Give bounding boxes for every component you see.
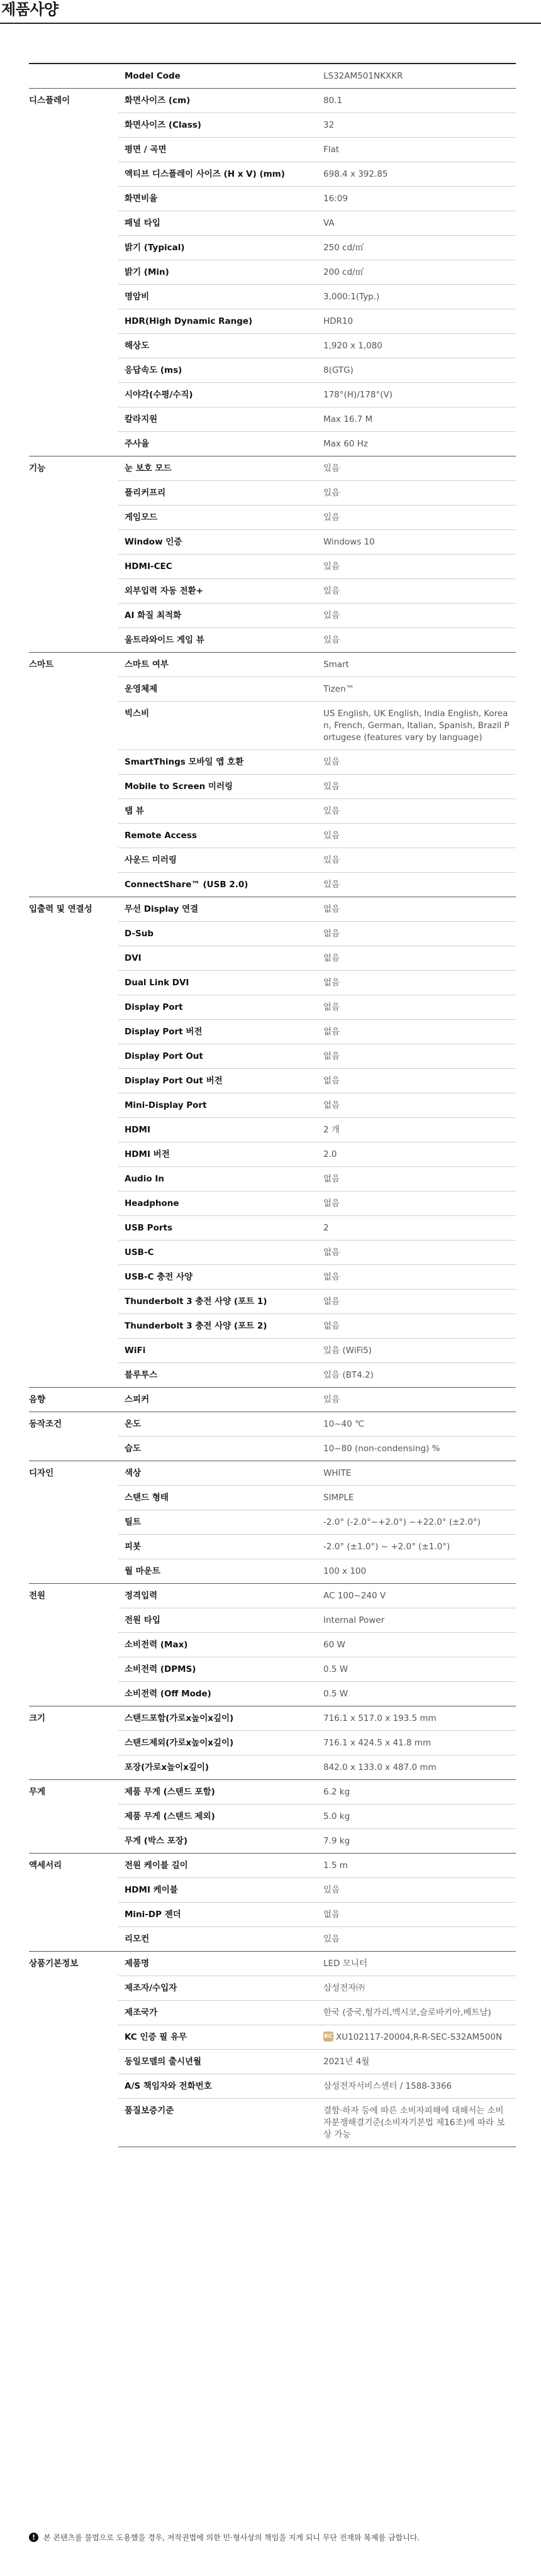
spec-category: 스마트 [29,653,118,897]
spec-label: 피봇 [118,1535,321,1559]
spec-row [29,653,516,677]
spec-label: 틸트 [118,1510,321,1535]
spec-value-cell [321,971,516,995]
spec-value: 없음 [323,1910,340,1920]
spec-label: ConnectShare™ (USB 2.0) [118,873,321,897]
spec-label: Display Port Out 버전 [118,1069,321,1093]
spec-label: 제조국가 [118,2001,321,2025]
spec-value-cell [321,162,516,187]
spec-value-cell [321,922,516,946]
spec-value: SIMPLE [323,1493,354,1503]
spec-row [29,1952,516,1976]
spec-value-cell [321,873,516,897]
spec-label: 화면비율 [118,187,321,211]
spec-value: 842.0 x 133.0 x 487.0 mm [323,1762,437,1772]
spec-value-cell [321,1657,516,1682]
spec-value: 없음 [323,1321,340,1331]
spec-value: 있음 [323,1934,340,1944]
spec-value: 1,920 x 1,080 [323,341,382,351]
spec-value: AC 100~240 V [323,1591,386,1601]
spec-value-cell [321,1706,516,1731]
spec-value-cell [321,604,516,628]
spec-value-cell [321,1241,516,1265]
spec-value: 250 cd/㎡ [323,243,364,253]
spec-value-cell [321,358,516,383]
spec-value-cell [321,1290,516,1314]
spec-value: 있음 [323,611,340,621]
spec-value: 결함·하자 등에 따른 소비자피해에 대해서는 소비자분쟁해결기준(소비자기본법 제16조)에 따라 보상 가능 [323,2106,505,2140]
spec-value-cell [321,2050,516,2074]
spec-value: 없음 [323,1027,340,1037]
spec-label: 제품 무게 (스탠드 제외) [118,1805,321,1829]
spec-value-cell [321,1167,516,1191]
spec-category: 액세서리 [29,1854,118,1952]
spec-label: USB Ports [118,1216,321,1241]
alert-icon: ! [29,2533,38,2542]
spec-value: 7.9 kg [323,1836,350,1846]
spec-value: 삼성전자서비스센터 / 1588-3366 [323,2081,452,2091]
spec-value-cell [321,2099,516,2147]
spec-value-cell [321,1559,516,1584]
spec-value-cell [321,1314,516,1339]
spec-value-cell [321,236,516,260]
spec-value-cell [321,1780,516,1805]
spec-value: Flat [323,145,340,155]
spec-label: A/S 책임자와 전화번호 [118,2074,321,2099]
spec-value: 있음 [323,806,340,816]
spec-row [29,1706,516,1731]
spec-value: 3,000:1(Typ.) [323,292,380,302]
spec-value: 있음 [323,855,340,865]
spec-label: 전원 케이블 길이 [118,1854,321,1878]
spec-value-cell [321,260,516,285]
spec-value-cell [321,211,516,236]
spec-value: 없음 [323,1100,340,1110]
spec-table-body [29,64,516,2147]
spec-label: DVI [118,946,321,971]
spec-label: 플리커프리 [118,481,321,506]
spec-label: Display Port 버전 [118,1020,321,1044]
spec-category: 디자인 [29,1461,118,1584]
spec-value-cell [321,530,516,555]
spec-value: 없음 [323,904,340,914]
spec-label: D-Sub [118,922,321,946]
spec-value: 없음 [323,1247,340,1258]
spec-value: 698.4 x 392.85 [323,169,388,179]
spec-value-cell [321,1854,516,1878]
spec-label: 소비전력 (Off Mode) [118,1682,321,1706]
spec-label: Mini-Display Port [118,1093,321,1118]
spec-label: HDMI [118,1118,321,1142]
spec-value-cell [321,1805,516,1829]
spec-value: 10~80 (non-condensing) % [323,1444,440,1454]
spec-category: 상품기본정보 [29,1952,118,2147]
spec-category: 동작조건 [29,1412,118,1461]
spec-label: 탭 뷰 [118,799,321,824]
spec-label: 스탠드 형태 [118,1486,321,1510]
spec-value-cell [321,1952,516,1976]
spec-value: -2.0° (±1.0°) ~ +2.0° (±1.0°) [323,1542,450,1552]
spec-row [29,1780,516,1805]
spec-label: 습도 [118,1437,321,1461]
spec-value: 2 [323,1223,329,1233]
spec-label: 블루투스 [118,1363,321,1388]
spec-value: 없음 [323,1296,340,1307]
spec-label: 품질보증기준 [118,2099,321,2147]
spec-value: US English, UK English, India English, Korean, French, German, Italian, Spanish, Brazil Portugese (features vary by language) [323,709,510,743]
spec-value-cell [321,187,516,211]
spec-label: Window 인증 [118,530,321,555]
spec-label: HDMI 케이블 [118,1878,321,1903]
spec-label: WiFi [118,1339,321,1363]
spec-value-cell [321,334,516,358]
spec-value-cell [321,407,516,432]
spec-label: 해상도 [118,334,321,358]
spec-value: VA [323,218,335,228]
spec-value: 없음 [323,1272,340,1282]
spec-value: 한국 (중국,헝가리,멕시코,슬로바키아,베트남) [323,2008,491,2018]
spec-value: 없음 [323,1002,340,1012]
spec-value: 있음 [323,488,340,498]
spec-label: 빅스비 [118,702,321,750]
spec-value-cell [321,1755,516,1780]
spec-value: 있음 [323,586,340,596]
spec-value: Max 16.7 M [323,414,373,424]
spec-value-cell [321,775,516,799]
spec-label: 색상 [118,1461,321,1486]
spec-value-cell [321,1461,516,1486]
spec-value: 있음 (BT4.2) [323,1370,374,1380]
spec-value-cell [321,456,516,481]
spec-value: 716.1 x 517.0 x 193.5 mm [323,1713,437,1723]
spec-label: 무선 Display 연결 [118,897,321,922]
spec-value: 6.2 kg [323,1787,350,1797]
spec-label: 스탠드제외(가로x높이x깊이) [118,1731,321,1755]
spec-value: 2021년 4월 [323,2057,370,2067]
spec-value-cell [321,1486,516,1510]
spec-value: 있음 [323,1395,340,1405]
spec-value-cell [321,2074,516,2099]
spec-value-cell [321,1216,516,1241]
spec-value: 5.0 kg [323,1811,350,1821]
spec-value-cell [321,1069,516,1093]
spec-value-cell [321,1731,516,1755]
spec-value-cell [321,579,516,604]
spec-value-cell [321,64,516,89]
spec-value: 32 [323,120,335,130]
spec-label: 울트라와이드 게임 뷰 [118,628,321,653]
spec-label: 제조자/수입자 [118,1976,321,2001]
copyright-notice [29,2532,520,2543]
spec-value: 1.5 m [323,1860,348,1871]
spec-value: Internal Power [323,1615,385,1625]
spec-value-cell [321,138,516,162]
copyright-text: 본 콘텐츠를 불법으로 도용했을 경우, 저작권법에 의한 민·형사상의 책임을 지게 되니 무단 전재와 복제를 금합니다. [43,2533,420,2542]
spec-value: 200 cd/㎡ [323,267,364,277]
spec-value: WHITE [323,1468,352,1478]
spec-label: 정격입력 [118,1584,321,1608]
spec-label: KC 인증 필 유무 [118,2025,321,2050]
spec-category: 크기 [29,1706,118,1780]
spec-category: 전원 [29,1584,118,1706]
spec-table-container [29,63,516,2147]
spec-category: 무게 [29,1780,118,1854]
spec-value: 없음 [323,929,340,939]
spec-value-cell [321,1363,516,1388]
spec-value-cell [321,2001,516,2025]
spec-value-cell [321,1927,516,1952]
spec-row [29,1584,516,1608]
spec-value-cell [321,1020,516,1044]
spec-label: 외부입력 자동 전환+ [118,579,321,604]
spec-value-cell [321,1584,516,1608]
spec-category: 음향 [29,1388,118,1412]
spec-value-cell [321,799,516,824]
spec-label: 스탠드포함(가로x높이x깊이) [118,1706,321,1731]
spec-label: 밝기 (Typical) [118,236,321,260]
spec-value-cell [321,1535,516,1559]
spec-label: Headphone [118,1191,321,1216]
spec-value: 716.1 x 424.5 x 41.8 mm [323,1738,432,1748]
spec-label: 주사율 [118,432,321,456]
spec-value-cell [321,1191,516,1216]
spec-value: 60 W [323,1640,345,1650]
spec-value: 0.5 W [323,1689,349,1699]
spec-value-cell [321,824,516,848]
spec-value-cell [321,1265,516,1290]
spec-row [29,1412,516,1437]
spec-value-cell [321,1829,516,1854]
spec-label: SmartThings 모바일 앱 호환 [118,750,321,775]
spec-label: Model Code [118,64,321,89]
spec-label: 명암비 [118,285,321,309]
spec-label: 밝기 (Min) [118,260,321,285]
spec-row [29,1854,516,1878]
spec-row [29,64,516,89]
spec-label: 칼라지원 [118,407,321,432]
spec-value-cell [321,1412,516,1437]
spec-value-cell [321,309,516,334]
spec-value: HDR10 [323,316,354,326]
spec-row [29,1461,516,1486]
spec-label: Thunderbolt 3 충전 사양 (포트 2) [118,1314,321,1339]
spec-label: 패널 타입 [118,211,321,236]
spec-row [29,1388,516,1412]
spec-table [29,63,516,2147]
spec-value-cell [321,383,516,407]
spec-category: 디스플레이 [29,89,118,456]
spec-label: Display Port Out [118,1044,321,1069]
spec-value-cell [321,1878,516,1903]
spec-category [29,64,118,89]
spec-label: 시야각(수평/수직) [118,383,321,407]
spec-value-cell [321,1903,516,1927]
spec-label: 사운드 미러링 [118,848,321,873]
spec-value-cell [321,1682,516,1706]
spec-row [29,89,516,113]
spec-value: 있음 [323,757,340,767]
spec-value-cell [321,897,516,922]
spec-value: 있음 [323,561,340,572]
spec-value: 10~40 ℃ [323,1419,365,1429]
spec-value: 2 개 [323,1125,340,1135]
spec-value: 없음 [323,1076,340,1086]
spec-row [29,456,516,481]
spec-label: 게임모드 [118,506,321,530]
spec-label: 제품명 [118,1952,321,1976]
spec-value-cell [321,113,516,138]
spec-value-cell [321,481,516,506]
spec-label: 제품 무게 (스탠드 포함) [118,1780,321,1805]
spec-value: 있음 [323,1885,340,1895]
spec-value: 80.1 [323,96,343,106]
spec-category: 입출력 및 연결성 [29,897,118,1388]
spec-label: 응답속도 (ms) [118,358,321,383]
spec-value-cell [321,1118,516,1142]
spec-value: 8(GTG) [323,365,354,375]
spec-value-cell [321,946,516,971]
spec-value-cell [321,1437,516,1461]
spec-value: Windows 10 [323,537,375,547]
spec-value: 있음 [323,635,340,645]
spec-label: 액티브 디스플레이 사이즈 (H x V) (mm) [118,162,321,187]
spec-value-cell [321,1388,516,1412]
spec-label: 스피커 [118,1388,321,1412]
spec-value: 있음 [323,831,340,841]
spec-value: 있음 [323,782,340,792]
spec-label: 포장(가로x높이x깊이) [118,1755,321,1780]
spec-value-cell [321,750,516,775]
spec-value: Max 60 Hz [323,439,368,449]
spec-label: 화면사이즈 (cm) [118,89,321,113]
spec-value: 없음 [323,953,340,963]
spec-value-cell [321,702,516,750]
spec-value: LS32AM501NKXKR [323,71,403,81]
spec-label: 운영체제 [118,677,321,702]
spec-value: 0.5 W [323,1664,349,1674]
spec-value: 있음 [323,512,340,522]
spec-label: HDMI-CEC [118,555,321,579]
kc-certification-icon: KC [323,2032,333,2042]
spec-label: 월 마운트 [118,1559,321,1584]
spec-value-cell [321,653,516,677]
spec-value: 178°(H)/178°(V) [323,390,393,400]
spec-value-cell [321,1093,516,1118]
spec-label: USB-C [118,1241,321,1265]
spec-value-cell [321,432,516,456]
spec-label: Mobile to Screen 미러링 [118,775,321,799]
spec-value-cell [321,677,516,702]
spec-label: 온도 [118,1412,321,1437]
spec-value-cell [321,995,516,1020]
spec-value: -2.0° (-2.0°~+2.0°) ~+22.0° (±2.0°) [323,1517,481,1527]
spec-value: 없음 [323,978,340,988]
spec-label: 소비전력 (DPMS) [118,1657,321,1682]
spec-value: 삼성전자㈜ [323,1983,365,1993]
spec-label: 소비전력 (Max) [118,1633,321,1657]
page-title: 제품사양 [1,1,59,18]
spec-label: Audio In [118,1167,321,1191]
spec-label: AI 화질 최적화 [118,604,321,628]
spec-value: 16:09 [323,194,348,204]
spec-value: 100 x 100 [323,1566,367,1576]
spec-row [29,897,516,922]
spec-label: Mini-DP 젠더 [118,1903,321,1927]
spec-label: Remote Access [118,824,321,848]
spec-value-cell [321,555,516,579]
spec-value: 있음 (WiFi5) [323,1346,372,1356]
spec-label: USB-C 충전 사양 [118,1265,321,1290]
spec-category: 기능 [29,456,118,653]
spec-value: 있음 [323,463,340,473]
spec-value-cell [321,1044,516,1069]
spec-label: Thunderbolt 3 충전 사양 (포트 1) [118,1290,321,1314]
spec-label: Display Port [118,995,321,1020]
spec-label: HDMI 버전 [118,1142,321,1167]
spec-value-cell [321,1608,516,1633]
spec-label: 스마트 여부 [118,653,321,677]
spec-label: 무게 (박스 포장) [118,1829,321,1854]
spec-label: Dual Link DVI [118,971,321,995]
page-header [0,0,541,24]
spec-value: XU102117-20004,R-R-SEC-S32AM500N [336,2032,503,2042]
spec-value-cell [321,285,516,309]
spec-label: 평면 / 곡면 [118,138,321,162]
spec-value: 없음 [323,1174,340,1184]
spec-value: 있음 [323,880,340,890]
spec-value-cell [321,1510,516,1535]
spec-value: 없음 [323,1198,340,1208]
spec-value: 없음 [323,1051,340,1061]
spec-label: HDR(High Dynamic Range) [118,309,321,334]
spec-value: 2.0 [323,1149,337,1159]
spec-value-cell [321,1633,516,1657]
spec-value: Smart [323,660,349,670]
spec-label: 리모컨 [118,1927,321,1952]
spec-value-cell [321,848,516,873]
spec-value: LED 모니터 [323,1959,367,1969]
spec-value: Tizen™ [323,684,355,694]
spec-label: 동일모델의 출시년월 [118,2050,321,2074]
spec-value-cell [321,1142,516,1167]
spec-value-cell [321,506,516,530]
spec-value-cell [321,1339,516,1363]
spec-value-cell [321,2025,516,2050]
spec-label: 눈 보호 모드 [118,456,321,481]
spec-label: 화면사이즈 (Class) [118,113,321,138]
spec-value-cell [321,628,516,653]
spec-value-cell [321,89,516,113]
spec-label: 전원 타입 [118,1608,321,1633]
spec-value-cell [321,1976,516,2001]
